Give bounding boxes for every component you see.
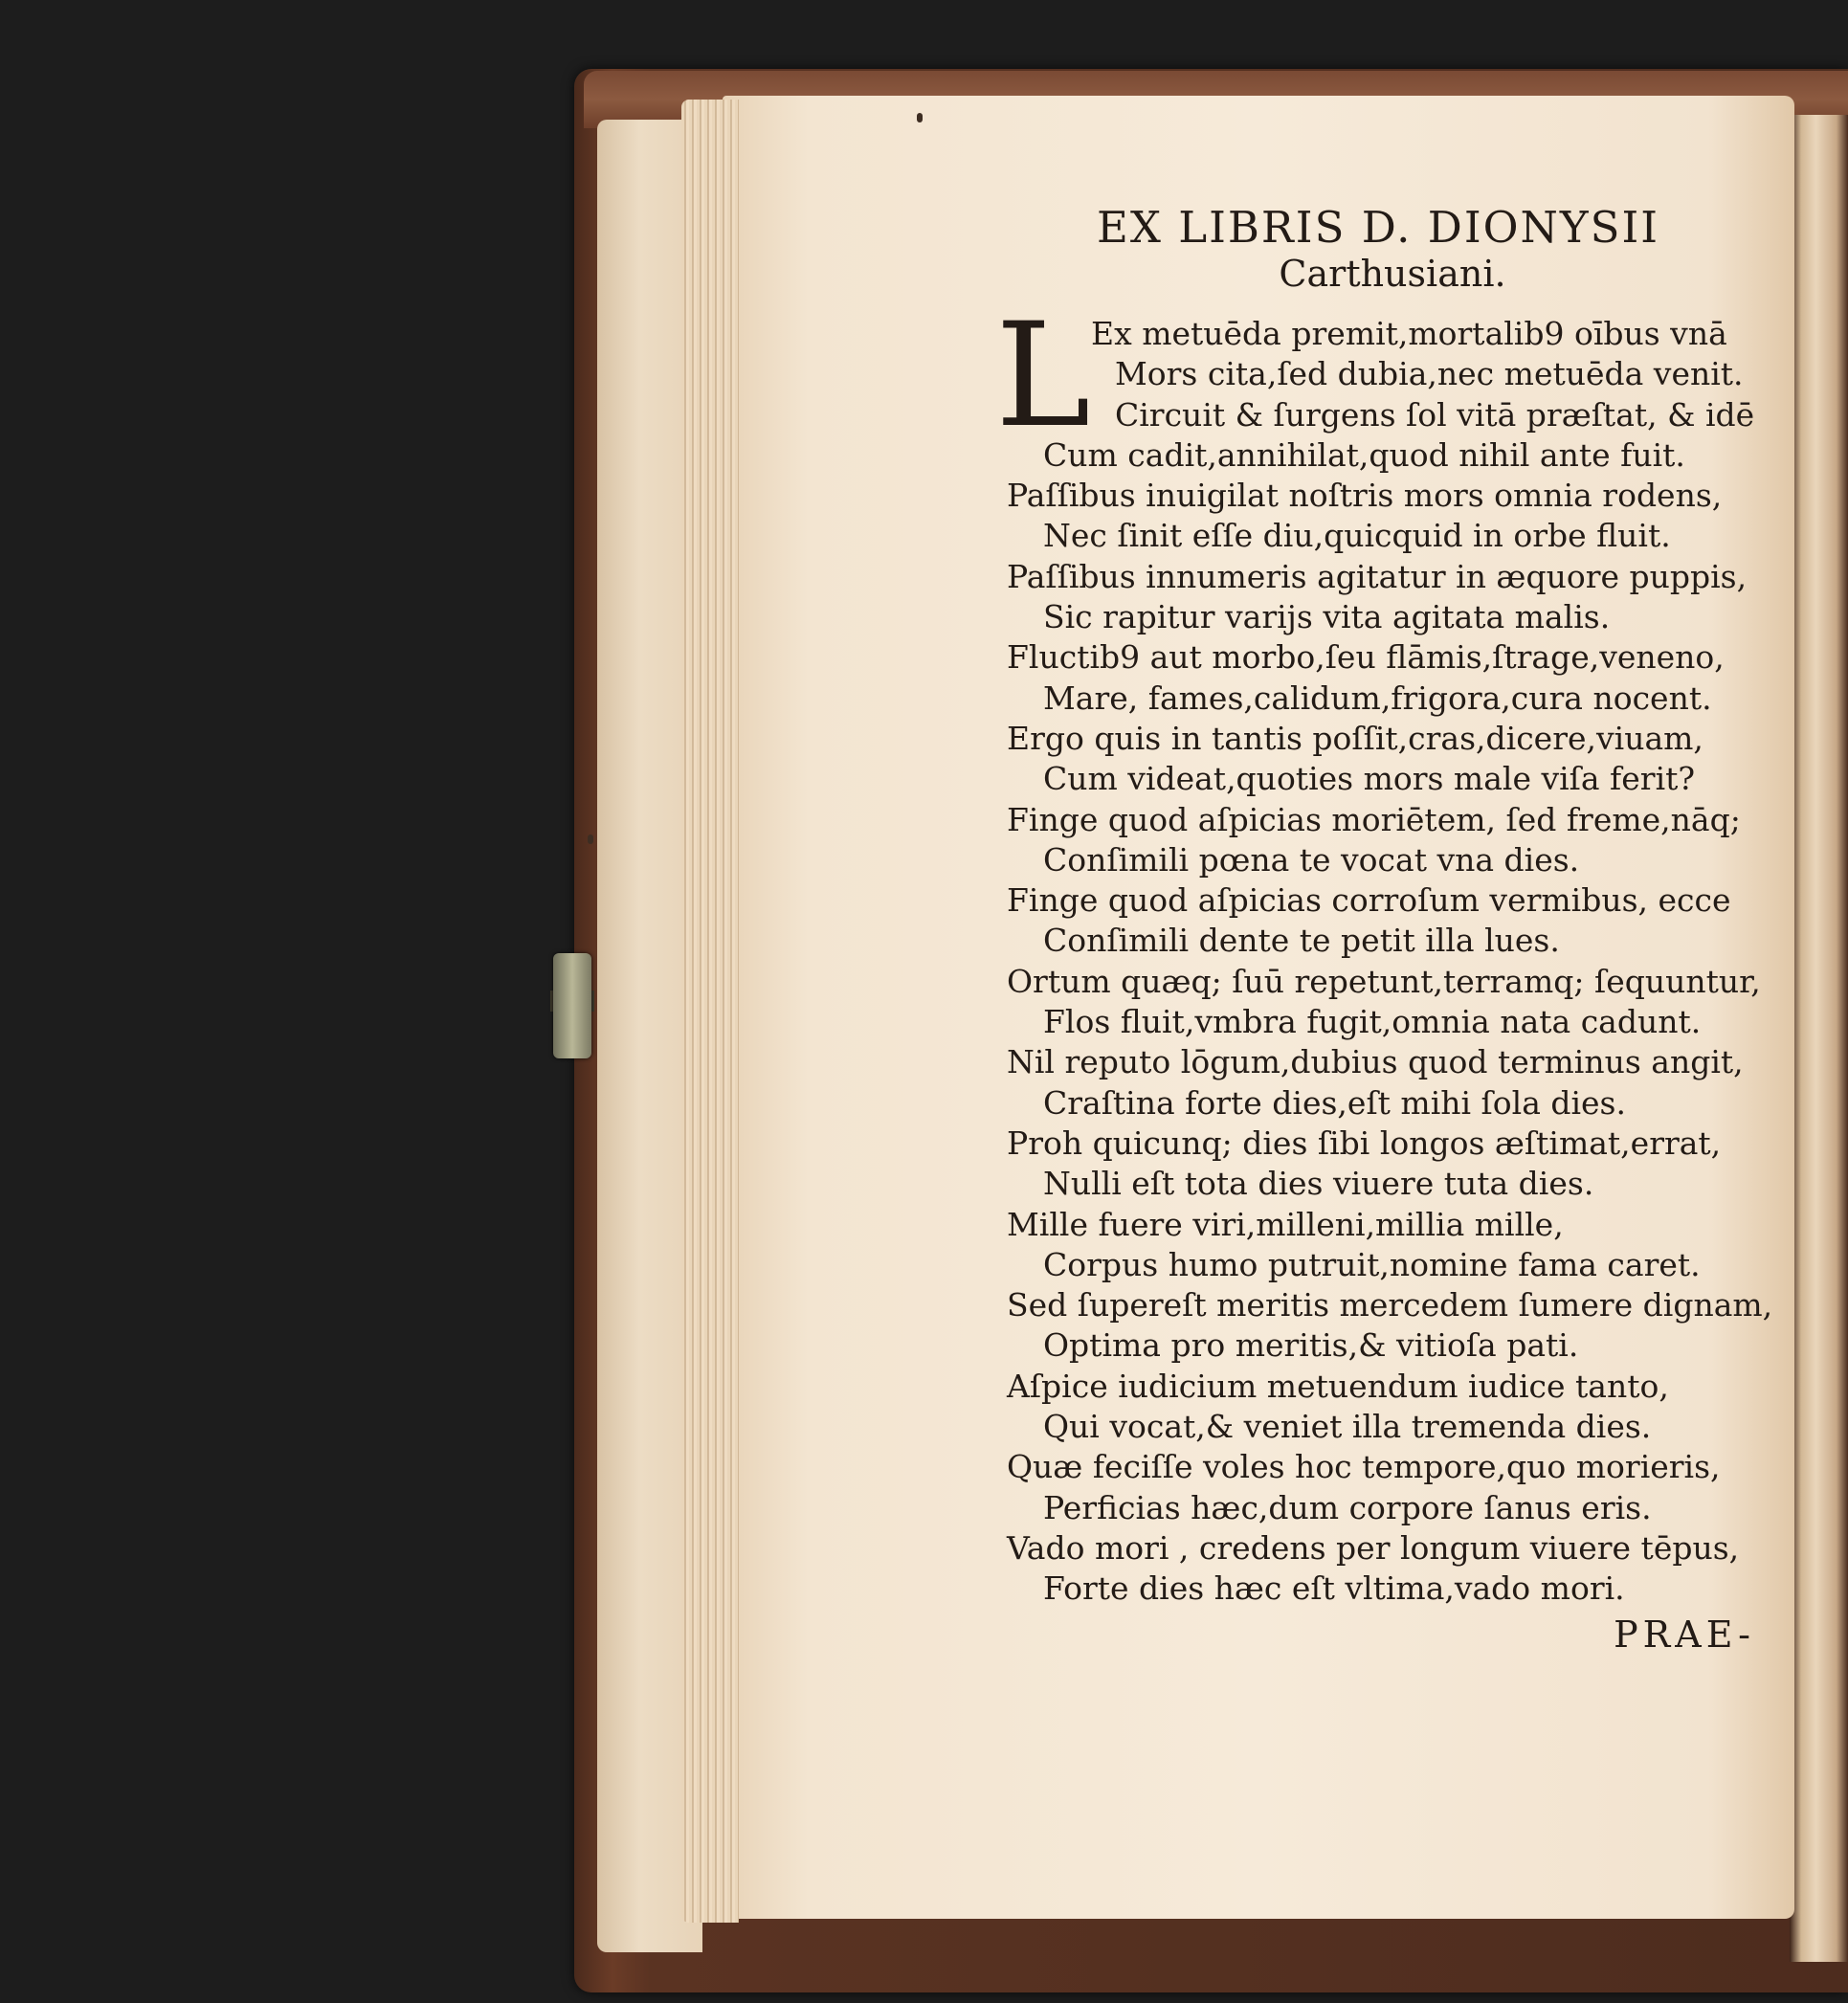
poem-line: Cum cadit,annihilat,quod nihil ante fuit. [1043, 435, 1685, 474]
poem-line: Mare, fames,calidum,frigora,cura nocent. [1043, 679, 1712, 717]
poem-line: Nec ſinit eſſe diu,quicquid in orbe fluit. [1043, 517, 1671, 555]
poem-line: Conſimili dente te petit illa lues. [1043, 922, 1560, 960]
poem-line: Ortum quæq; ſuū repetunt,terramq; ſequuntur, [1007, 962, 1761, 1000]
poem-line: Finge quod aſpicias moriētem, ſed freme,nāq; [1007, 800, 1741, 838]
poem-line: Sic rapitur varijs vita agitata malis. [1043, 598, 1611, 636]
poem-line: Craſtina forte dies,eſt mihi ſola dies. [1043, 1083, 1626, 1122]
poem-line: Quæ feciſſe voles hoc tempore,quo morieris, [1007, 1448, 1721, 1486]
poem-line: Sed ſupereſt meritis mercedem ſumere dignam, [1007, 1286, 1773, 1324]
poem-line: Fluctib9 aut morbo,ſeu flāmis,ſtrage,veneno, [1007, 638, 1725, 677]
poem-line: Paſſibus innumeris agitatur in æquore puppis, [1007, 557, 1748, 595]
poem-line: Qui vocat,& veniet illa tremenda dies. [1043, 1408, 1652, 1446]
binding-hole [588, 835, 593, 844]
page-edges [681, 100, 739, 1923]
poem-line: Mors cita,ſed dubia,nec metuēda venit. [1115, 355, 1744, 393]
poem-line: Circuit & ſurgens ſol vitā præſtat, & idē [1115, 395, 1755, 434]
poem-line: Cum videat,quoties mors male viſa ferit? [1043, 760, 1696, 798]
ink-mark [917, 113, 923, 122]
drop-capital: L [995, 293, 1091, 459]
catchword: PRAE- [1614, 1613, 1755, 1656]
poem-line: Perficias hæc,dum corpore ſanus eris. [1043, 1488, 1652, 1526]
poem-line: Ergo quis in tantis poſſit,cras,dicere,viuam, [1007, 719, 1703, 757]
poem-verse [995, 293, 1773, 1610]
poem-line: Corpus humo putruit,nomine fama caret. [1043, 1245, 1701, 1283]
clasp-icon [553, 953, 591, 1058]
poem-line: Flos fluit,vmbra fugit,omnia nata cadunt. [1043, 1003, 1702, 1041]
poem-line: Ex metuēda premit,mortalib9 oībus vnā [1091, 315, 1727, 352]
poem-line: Nulli eſt tota dies viuere tuta dies. [1043, 1165, 1594, 1203]
page-subheading: Carthusiani. [1279, 253, 1506, 295]
poem-line: Nil reputo lōgum,dubius quod terminus angit, [1007, 1043, 1744, 1081]
poem-line: Aſpice iudicium metuendum iudice tanto, [1007, 1367, 1669, 1405]
poem-line: Vado mori , credens per longum viuere tēpus, [1007, 1528, 1740, 1567]
page-heading: EX LIBRIS D. DIONYSII [1097, 202, 1659, 253]
poem-line: Finge quod aſpicias corroſum vermibus, ecce [1007, 881, 1731, 920]
poem-line: Proh quicunq; dies ſibi longos æſtimat,errat, [1007, 1124, 1722, 1162]
poem-text-block [995, 202, 1773, 1656]
poem-line: Forte dies hæc eſt vltima,vado mori. [1043, 1569, 1625, 1608]
poem-line: Optima pro meritis,& vitioſa pati. [1043, 1326, 1579, 1365]
poem-line: Paſſibus inuigilat noſtris mors omnia rodens, [1007, 477, 1723, 515]
poem-line: Mille fuere viri,milleni,millia mille, [1007, 1205, 1564, 1243]
right-page-edge [1790, 115, 1848, 1962]
poem-line: Conſimili pœna te vocat vna dies. [1043, 840, 1580, 879]
